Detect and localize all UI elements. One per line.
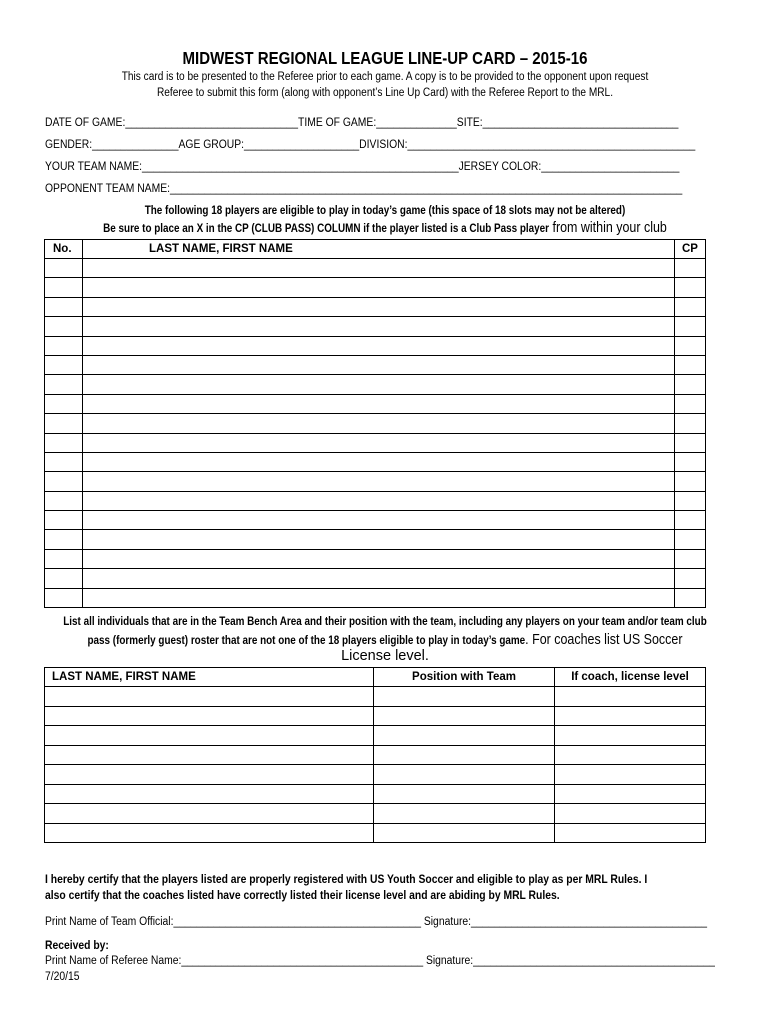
opponent-team-field[interactable]: OPPONENT TEAM NAME:_________________________________________________________________________________________ xyxy=(45,183,683,195)
col-cp: CP xyxy=(675,240,706,259)
bench-instruction-line-1: List all individuals that are in the Team Bench Area and their position with the team, including any players on your team and/or team club xyxy=(63,616,707,628)
bench-name-cell[interactable] xyxy=(45,804,374,824)
player-row xyxy=(45,297,706,316)
bench-license-cell[interactable] xyxy=(555,823,706,843)
bench-table xyxy=(44,667,706,843)
player-cp-cell[interactable] xyxy=(675,511,706,530)
player-cp-cell[interactable] xyxy=(675,491,706,510)
player-row xyxy=(45,452,706,471)
player-name-cell[interactable] xyxy=(83,259,675,278)
bench-license-cell[interactable] xyxy=(555,765,706,785)
subtitle-line-1: This card is to be presented to the Referee prior to each game. A copy is to be provided to the opponent upon request xyxy=(121,71,649,83)
player-cp-cell[interactable] xyxy=(675,259,706,278)
player-cp-cell[interactable] xyxy=(675,297,706,316)
bench-table-header xyxy=(45,668,706,687)
player-no-cell[interactable] xyxy=(45,259,83,278)
col-position: Position with Team xyxy=(374,668,555,687)
referee-signature-field[interactable]: Print Name of Referee Name:__________________________________________ Signature:__________________________________________ xyxy=(45,955,715,967)
player-cp-cell[interactable] xyxy=(675,472,706,491)
player-name-cell[interactable] xyxy=(83,297,675,316)
date-time-site-field[interactable]: DATE OF GAME:______________________________TIME OF GAME:______________SITE:__________________________________ xyxy=(45,117,679,129)
bench-position-cell[interactable] xyxy=(374,726,555,746)
player-cp-cell[interactable] xyxy=(675,549,706,568)
player-cp-cell[interactable] xyxy=(675,452,706,471)
bench-row xyxy=(45,745,706,765)
player-name-cell[interactable] xyxy=(83,278,675,297)
bench-license-cell[interactable] xyxy=(555,706,706,726)
player-name-cell[interactable] xyxy=(83,549,675,568)
player-no-cell[interactable] xyxy=(45,394,83,413)
player-row xyxy=(45,491,706,510)
col-bench-name: LAST NAME, FIRST NAME xyxy=(45,668,374,687)
player-name-cell[interactable] xyxy=(83,433,675,452)
bench-position-cell[interactable] xyxy=(374,784,555,804)
player-no-cell[interactable] xyxy=(45,530,83,549)
player-row xyxy=(45,433,706,452)
bench-position-cell[interactable] xyxy=(374,765,555,785)
bench-license-cell[interactable] xyxy=(555,784,706,804)
player-row xyxy=(45,394,706,413)
bench-instruction-line-2 xyxy=(54,632,716,648)
player-cp-cell[interactable] xyxy=(675,433,706,452)
player-no-cell[interactable] xyxy=(45,336,83,355)
player-row xyxy=(45,414,706,433)
player-no-cell[interactable] xyxy=(45,472,83,491)
gender-age-division-field[interactable]: GENDER:_______________AGE GROUP:____________________DIVISION:__________________________________________________ xyxy=(45,139,696,151)
bench-license-cell[interactable] xyxy=(555,687,706,707)
player-name-cell[interactable] xyxy=(83,394,675,413)
player-name-cell[interactable] xyxy=(83,317,675,336)
received-by-label: Received by: xyxy=(45,940,109,952)
page-title: MIDWEST REGIONAL LEAGUE LINE-UP CARD – 2015-16 xyxy=(182,48,588,68)
club-pass-instruction xyxy=(54,220,716,236)
player-row xyxy=(45,278,706,297)
player-name-cell[interactable] xyxy=(83,511,675,530)
bench-name-cell[interactable] xyxy=(45,765,374,785)
player-row xyxy=(45,336,706,355)
player-no-cell[interactable] xyxy=(45,511,83,530)
revision-date: 7/20/15 xyxy=(45,971,80,983)
player-no-cell[interactable] xyxy=(45,491,83,510)
player-cp-cell[interactable] xyxy=(675,278,706,297)
player-no-cell[interactable] xyxy=(45,452,83,471)
player-no-cell[interactable] xyxy=(45,549,83,568)
players-table xyxy=(44,239,706,608)
player-name-cell[interactable] xyxy=(83,336,675,355)
bench-name-cell[interactable] xyxy=(45,706,374,726)
bench-name-cell[interactable] xyxy=(45,784,374,804)
player-cp-cell[interactable] xyxy=(675,530,706,549)
player-name-cell[interactable] xyxy=(83,530,675,549)
player-row xyxy=(45,259,706,278)
player-cp-cell[interactable] xyxy=(675,394,706,413)
player-row xyxy=(45,530,706,549)
player-cp-cell[interactable] xyxy=(675,414,706,433)
player-row xyxy=(45,588,706,607)
player-no-cell[interactable] xyxy=(45,278,83,297)
player-name-cell[interactable] xyxy=(83,452,675,471)
player-no-cell[interactable] xyxy=(45,317,83,336)
player-name-cell[interactable] xyxy=(83,472,675,491)
bench-position-cell[interactable] xyxy=(374,706,555,726)
bench-instruction-tail: . For coaches list US Soccer xyxy=(525,632,683,648)
player-cp-cell[interactable] xyxy=(675,317,706,336)
eligible-players-instruction: The following 18 players are eligible to play in today’s game (this space of 18 slots may not be altered) xyxy=(144,205,626,217)
player-no-cell[interactable] xyxy=(45,355,83,374)
bench-name-cell[interactable] xyxy=(45,687,374,707)
player-cp-cell[interactable] xyxy=(675,375,706,394)
player-no-cell[interactable] xyxy=(45,297,83,316)
subtitle-line-2: Referee to submit this form (along with opponent’s Line Up Card) with the Referee Report to the MRL. xyxy=(156,87,614,99)
club-pass-instruction-bold: Be sure to place an X in the CP (CLUB PASS) COLUMN if the player listed is a Club Pass player xyxy=(103,223,550,235)
bench-position-cell[interactable] xyxy=(374,745,555,765)
club-pass-instruction-tail: from within your club xyxy=(549,220,667,236)
team-name-jersey-field[interactable]: YOUR TEAM NAME:_______________________________________________________JERSEY COLOR:________________________ xyxy=(45,161,680,173)
player-no-cell[interactable] xyxy=(45,588,83,607)
col-name: LAST NAME, FIRST NAME xyxy=(83,240,675,259)
bench-row xyxy=(45,706,706,726)
player-row xyxy=(45,569,706,588)
bench-row xyxy=(45,687,706,707)
player-row xyxy=(45,375,706,394)
player-name-cell[interactable] xyxy=(83,414,675,433)
bench-row xyxy=(45,726,706,746)
player-no-cell[interactable] xyxy=(45,414,83,433)
players-table-header xyxy=(45,240,706,259)
bench-row xyxy=(45,784,706,804)
bench-row xyxy=(45,823,706,843)
player-name-cell[interactable] xyxy=(83,491,675,510)
bench-row xyxy=(45,765,706,785)
player-name-cell[interactable] xyxy=(83,375,675,394)
bench-position-cell[interactable] xyxy=(374,804,555,824)
team-official-signature-field[interactable]: Print Name of Team Official:___________________________________________ Signature:_________________________________________ xyxy=(45,916,708,928)
bench-row xyxy=(45,804,706,824)
player-no-cell[interactable] xyxy=(45,433,83,452)
certification-statement: I hereby certify that the players listed are properly registered with US Youth Soccer and eligible to play as per MRL Rules. I also certify that the coaches listed have correctly listed their license level and are abiding by MRL Rules. xyxy=(45,874,648,902)
player-cp-cell[interactable] xyxy=(675,588,706,607)
col-no: No. xyxy=(45,240,83,259)
bench-license-cell[interactable] xyxy=(555,745,706,765)
player-name-cell[interactable] xyxy=(83,588,675,607)
player-row xyxy=(45,549,706,568)
bench-instruction-bold: pass (formerly guest) roster that are not one of the 18 players eligible to play in today’s game xyxy=(87,635,526,647)
player-row xyxy=(45,317,706,336)
player-row xyxy=(45,472,706,491)
col-license: If coach, license level xyxy=(555,668,706,687)
player-cp-cell[interactable] xyxy=(675,355,706,374)
bench-name-cell[interactable] xyxy=(45,726,374,746)
player-cp-cell[interactable] xyxy=(675,336,706,355)
player-name-cell[interactable] xyxy=(83,569,675,588)
player-no-cell[interactable] xyxy=(45,569,83,588)
player-row xyxy=(45,355,706,374)
bench-instruction-line-3: License level. xyxy=(341,648,429,664)
player-name-cell[interactable] xyxy=(83,355,675,374)
bench-position-cell[interactable] xyxy=(374,687,555,707)
player-cp-cell[interactable] xyxy=(675,569,706,588)
bench-name-cell[interactable] xyxy=(45,745,374,765)
bench-name-cell[interactable] xyxy=(45,823,374,843)
bench-license-cell[interactable] xyxy=(555,804,706,824)
bench-position-cell[interactable] xyxy=(374,823,555,843)
player-row xyxy=(45,511,706,530)
bench-license-cell[interactable] xyxy=(555,726,706,746)
player-no-cell[interactable] xyxy=(45,375,83,394)
